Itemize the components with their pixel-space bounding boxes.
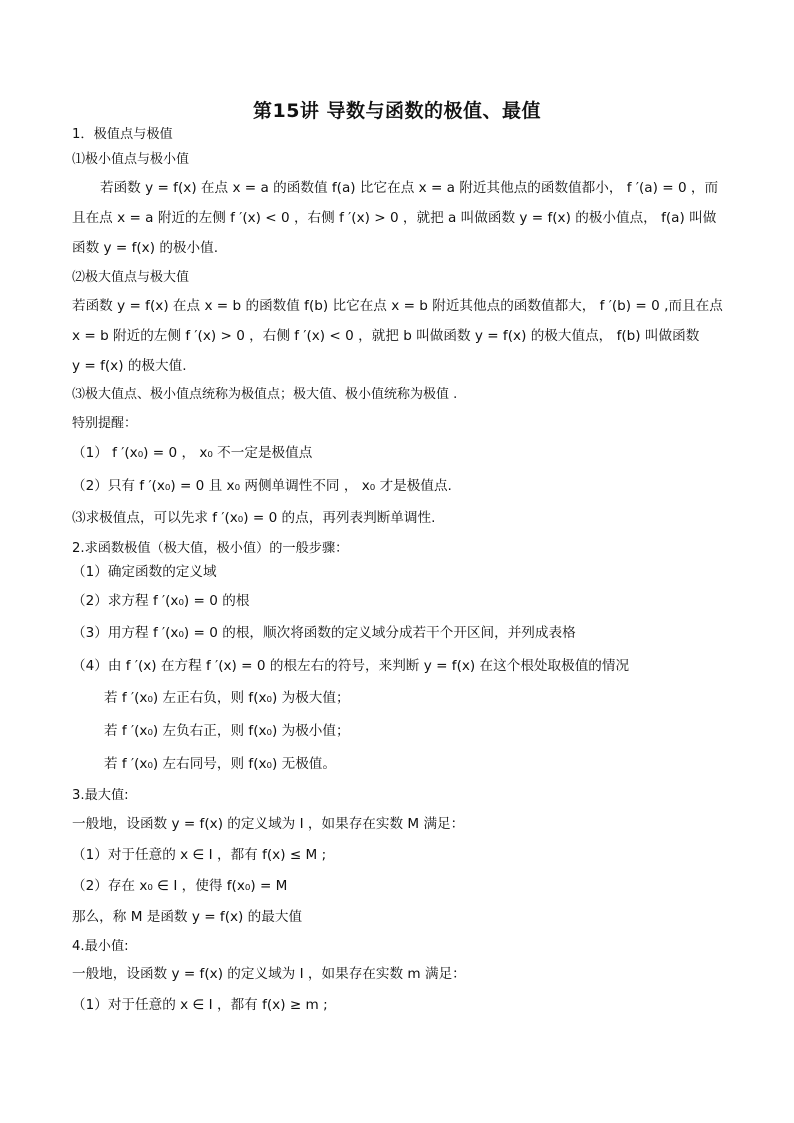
note-item: （1） f ′(x₀) = 0 ， x₀ 不一定是极值点 [72,445,313,461]
case-line: 若 f ′(x₀) 左右同号，则 f(x₀) 无极值。 [104,756,336,772]
section-4-heading: 4.最小值: [72,939,129,954]
note-item: （2）只有 f ′(x₀) = 0 且 x₀ 两侧单调性不同 ， x₀ 才是极值点. [72,478,452,494]
step-item: （1）确定函数的定义域 [72,564,217,580]
subsection-1-1-heading: ⑴极小值点与极小值 [72,152,190,167]
paragraph-line: 若函数 y = f(x) 在点 x = a 的函数值 f(a) 比它在点 x = a 附近其他点的函数值都小， f ′(a) = 0 ，而 [100,180,719,196]
step-item: （3）用方程 f ′(x₀) = 0 的根，顺次将函数的定义域分成若干个开区间，并列成表格 [72,625,576,641]
section-2-heading: 2.求函数极值（极大值，极小值）的一般步骤： [72,541,349,556]
note-item: ⑶求极值点，可以先求 f ′(x₀) = 0 的点，再列表判断单调性. [72,510,436,526]
paragraph-line: 若函数 y = f(x) 在点 x = b 的函数值 f(b) 比它在点 x = b 附近其他点的函数值都大， f ′(b) = 0 ,而且在点 [72,298,723,314]
case-line: 若 f ′(x₀) 左正右负，则 f(x₀) 为极大值； [104,690,350,706]
step-item: （4）由 f ′(x) 在方程 f ′(x) = 0 的根左右的符号，来判断 y = f(x) 在这个根处取极值的情况 [72,658,630,674]
section-1-heading: 1．极值点与极值 [72,127,173,142]
case-line: 若 f ′(x₀) 左负右正，则 f(x₀) 为极小值； [104,723,350,739]
paragraph-line: 函数 y = f(x) 的极小值. [72,240,219,256]
paragraph-line: x = b 附近的左侧 f ′(x) > 0 ，右侧 f ′(x) < 0 ，就把 b 叫做函数 y = f(x) 的极大值点， f(b) 叫做函数 [72,328,700,344]
paragraph-line: 一般地，设函数 y = f(x) 的定义域为 I ，如果存在实数 m 满足： [72,966,466,982]
page-title: 第15讲 导数与函数的极值、最值 [252,100,542,122]
section-3-heading: 3.最大值: [72,788,129,803]
condition-item: （1）对于任意的 x ∈ I ，都有 f(x) ≤ M ; [72,847,327,863]
step-item: （2）求方程 f ′(x₀) = 0 的根 [72,593,250,609]
paragraph-line: ⑶极大值点、极小值点统称为极值点；极大值、极小值统称为极值 . [72,387,458,402]
condition-item: （2）存在 x₀ ∈ I ，使得 f(x₀) = M [72,878,288,894]
condition-item: （1）对于任意的 x ∈ I ，都有 f(x) ≥ m ; [72,997,328,1013]
subsection-1-2-heading: ⑵极大值点与极大值 [72,270,190,285]
paragraph-line: 那么，称 M 是函数 y = f(x) 的最大值 [72,909,303,925]
paragraph-line: y = f(x) 的极大值. [72,358,187,374]
note-heading: 特别提醒： [72,416,138,431]
paragraph-line: 一般地，设函数 y = f(x) 的定义域为 I ，如果存在实数 M 满足： [72,816,465,832]
paragraph-line: 且在点 x = a 附近的左侧 f ′(x) < 0 ，右侧 f ′(x) > 0 ，就把 a 叫做函数 y = f(x) 的极小值点， f(a) 叫做 [72,210,717,226]
